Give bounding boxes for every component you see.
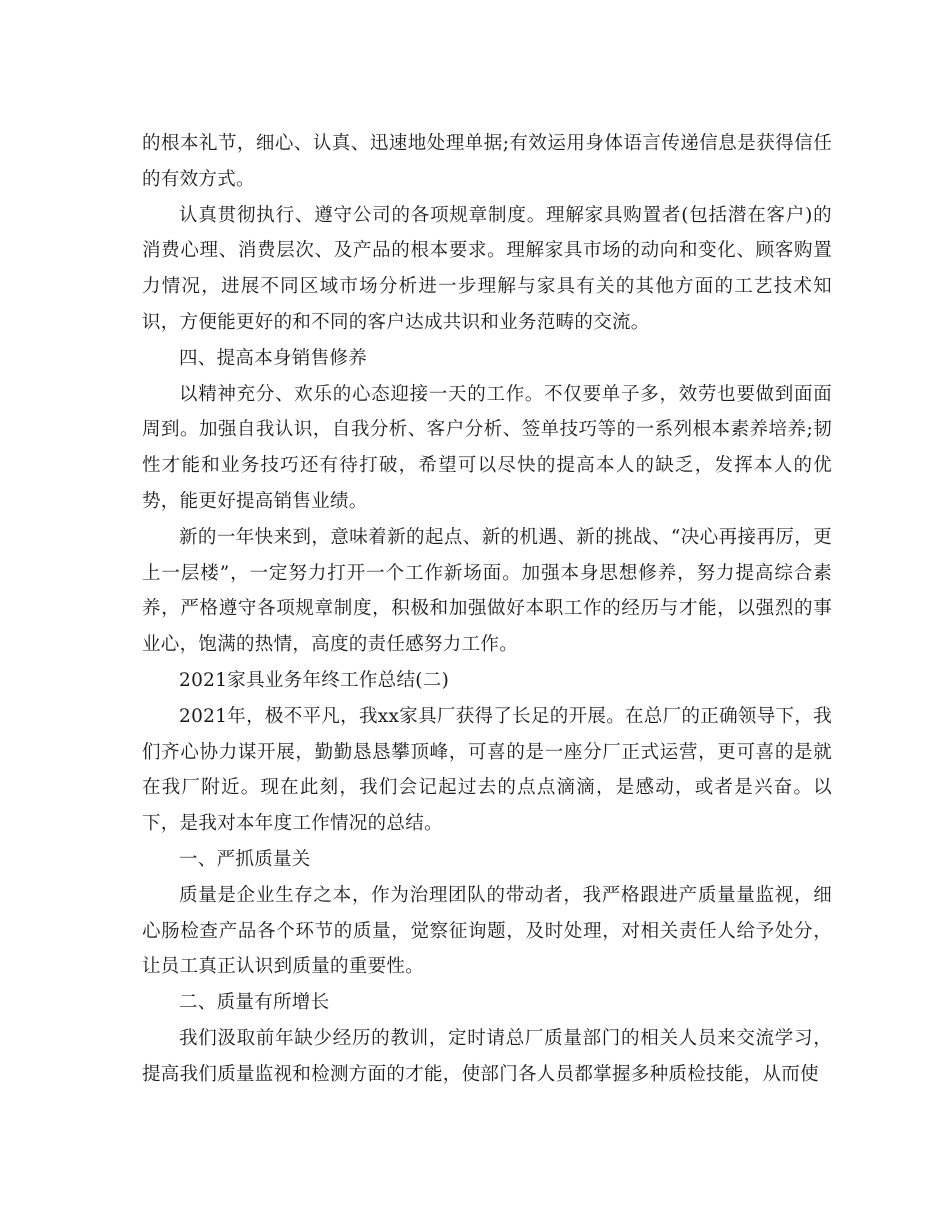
- paragraph-sales-attitude: 以精神充分、欢乐的心态迎接一天的工作。不仅要单子多，效劳也要做到面面周到。加强自我认识，自我分析、客户分析、签单技巧等的一系列根本素养培养;韧性才能和业务技巧还有待打破，希望可以尽快的提高本人的缺乏，发挥本人的优势，能更好提高销售业绩。: [142, 383, 832, 512]
- heading-quality-growth: 二、质量有所增长: [179, 992, 330, 1014]
- section-title-summary-two: 2021家具业务年终工作总结(二): [179, 669, 450, 691]
- document-body: [142, 126, 832, 1093]
- heading-quality-control: 一、严抓质量关: [179, 848, 311, 870]
- paragraph-year-overview: 2021年，极不平凡，我xx家具厂获得了长足的开展。在总厂的正确领导下，我们齐心协力谋开展，勤勤恳恳攀顶峰，可喜的是一座分厂正式运营，更可喜的是就在我厂附近。现在此刻，我们会记起过去的点点滴滴，是感动，或者是兴奋。以下，是我对本年度工作情况的总结。: [142, 705, 832, 835]
- paragraph-courtesy: 的根本礼节，细心、认真、迅速地处理单据;有效运用身体语言传递信息是获得信任的有效方式。: [142, 133, 832, 190]
- paragraph-quality-control: 质量是企业生存之本，作为治理团队的带动者，我严格跟进产质量量监视，细心肠检查产品各个环节的质量，觉察征询题，及时处理，对相关责任人给予处分，让员工真正认识到质量的重要性。: [142, 884, 832, 978]
- heading-sales-cultivation: 四、提高本身销售修养: [179, 347, 368, 369]
- paragraph-quality-growth: 我们汲取前年缺少经历的教训，定时请总厂质量部门的相关人员来交流学习，提高我们质量监视和检测方面的才能，使部门各人员都掌握多种质检技能，从而使: [142, 1027, 832, 1085]
- paragraph-new-year: 新的一年快来到，意味着新的起点、新的机遇、新的挑战、“决心再接再厉，更上一层楼”，一定努力打开一个工作新场面。加强本身思想修养，努力提高综合素养，严格遵守各项规章制度，积极和加强做好本职工作的经历与才能，以强烈的事业心，饱满的热情，高度的责任感努力工作。: [142, 526, 832, 656]
- paragraph-regulations: 认真贯彻执行、遵守公司的各项规章制度。理解家具购置者(包括潜在客户)的消费心理、消费层次、及产品的根本要求。理解家具市场的动向和变化、顾客购置力情况，进展不同区域市场分析进一步理解与家具有关的其他方面的工艺技术知识，方便能更好的和不同的客户达成共识和业务范畴的交流。: [142, 204, 832, 333]
